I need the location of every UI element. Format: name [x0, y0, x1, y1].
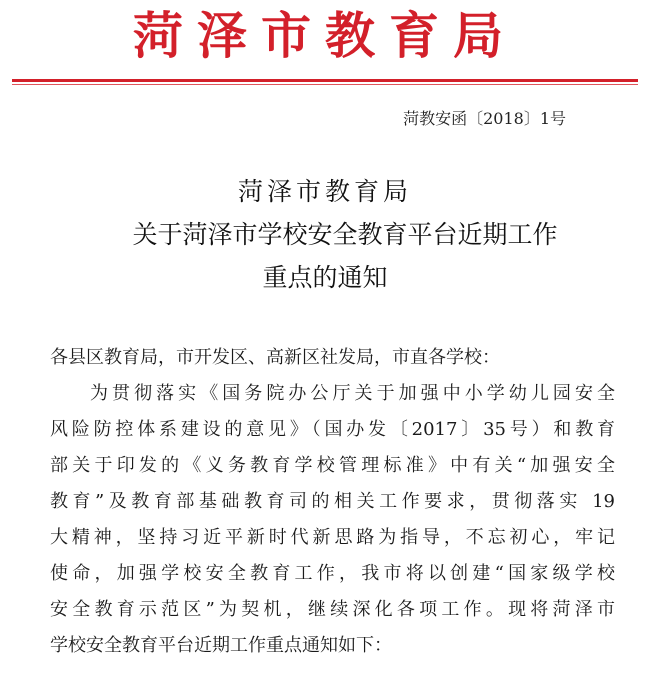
title-line-2: 关于菏泽市学校安全教育平台近期工作	[132, 220, 558, 249]
body-line: 风险防控体系建设的意见》（国办发〔2017〕35号）和教育	[50, 419, 615, 440]
body-line: 安全教育示范区”为契机，继续深化各项工作。现将菏泽市	[50, 599, 615, 620]
document-title	[0, 170, 650, 299]
title-line-3: 重点的通知	[262, 263, 388, 292]
body-line: 教育”及教育部基础教育司的相关工作要求，贯彻落实 19	[50, 491, 615, 512]
issuing-authority-header: 菏泽市教育局	[133, 6, 517, 65]
title-line-1: 菏泽市教育局	[237, 177, 412, 206]
red-divider-line-thin	[12, 84, 638, 85]
body-line: 为贯彻落实《国务院办公厅关于加强中小学幼儿园安全	[90, 383, 615, 404]
body-line: 部关于印发的《义务教育学校管理标准》中有关“加强安全	[50, 455, 615, 476]
red-divider-line	[12, 79, 638, 82]
document-number: 菏教安函〔2018〕1号	[403, 109, 566, 128]
salutation: 各县区教育局，市开发区、高新区社发局，市直各学校：	[50, 347, 500, 368]
body-line: 使命，加强学校安全教育工作，我市将以创建“国家级学校	[50, 563, 615, 584]
body-line: 学校安全教育平台近期工作重点通知如下：	[50, 635, 392, 656]
body-line: 大精神，坚持习近平新时代新思路为指导，不忘初心，牢记	[50, 527, 615, 548]
document-body	[50, 340, 615, 664]
